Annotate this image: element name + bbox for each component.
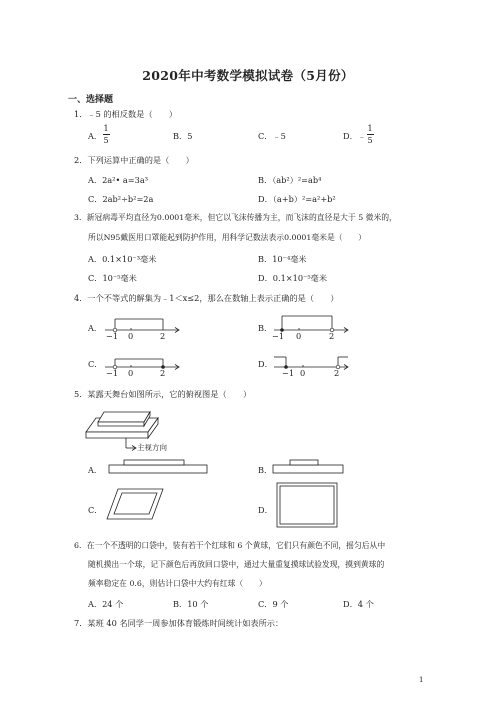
page-number: 1 xyxy=(419,676,424,684)
q4-b-tick-0: 0 xyxy=(296,331,302,341)
q4-b-tick-minus1: −1 xyxy=(272,331,285,341)
q1-d-numerator: 1 xyxy=(367,124,373,133)
page-title: 2020年中考数学模拟试卷（5月份） xyxy=(142,68,354,83)
q2-option-a: A．2a²• a=3a³ xyxy=(88,175,149,185)
q6-option-d: D．4 个 xyxy=(343,599,374,609)
q3-option-c: C．10⁻⁵毫米 xyxy=(88,273,137,283)
q3-stem-line2: 所以N95戴医用口罩能起到防护作用，用科学记数法表示0.0001毫米是（ ） xyxy=(88,233,366,242)
q2-option-b: B．（ab²）²=ab⁴ xyxy=(258,175,322,185)
q4-a-tick-minus1: −1 xyxy=(106,331,119,341)
q3-option-d: D．0.1×10⁻⁵毫米 xyxy=(258,273,328,283)
q5-option-b: B． xyxy=(258,465,273,475)
q4-stem: 4．一个不等式的解集为﹣1＜x≤2，那么在数轴上表示正确的是（ ） xyxy=(74,293,339,303)
q5-option-a: A． xyxy=(88,465,103,475)
q6-option-b: B．10 个 xyxy=(173,599,209,609)
q5-option-d: D． xyxy=(258,505,273,515)
q3-option-a: A．0.1×10⁻³毫米 xyxy=(88,254,157,264)
q5-stem: 5．某露天舞台如图所示，它的俯视图是（ ） xyxy=(74,389,252,399)
section-heading: 一、选择题 xyxy=(68,95,114,105)
q6-stem-line2: 随机摸出一个球，记下颜色后再放回口袋中，通过大量重复摸球试验发现，摸到黄球的 xyxy=(88,560,385,569)
q4-d-tick-2: 2 xyxy=(334,368,340,378)
q1-d-fraction-bar xyxy=(367,134,374,135)
q4-c-tick-2: 2 xyxy=(160,368,166,378)
q4-d-tick-minus1: −1 xyxy=(282,368,295,378)
q4-option-b: B． xyxy=(258,323,273,333)
q3-option-b: B．10⁻⁴毫米 xyxy=(258,254,307,264)
q1-option-c: C．﹣5 xyxy=(258,131,286,141)
q4-b-tick-2: 2 xyxy=(329,331,335,341)
q1-a-fraction-bar xyxy=(103,134,110,135)
q2-option-d: D．（a+b）²=a²+b² xyxy=(258,194,336,204)
q4-option-d: D． xyxy=(258,359,273,369)
q1-d-denominator: 5 xyxy=(367,136,373,145)
q5-d-drawing xyxy=(276,482,338,528)
q5-b-drawing xyxy=(272,457,347,477)
q7-stem: 7．某班 40 名同学一周参加体育锻炼时间统计如表所示： xyxy=(74,618,284,628)
q4-d-tick-0: 0 xyxy=(300,368,306,378)
q5-c-drawing xyxy=(106,487,166,523)
q1-option-b: B．5 xyxy=(173,131,193,141)
q1-stem: 1．﹣5 的相反数是（ ） xyxy=(74,109,178,119)
q3-stem-line1: 3．新冠病毒平均直径为0.0001毫米，但它以飞沫传播为主，而飞沫的直径是大于 5 微米的， xyxy=(74,213,397,222)
q5-direction-label: 主视方向 xyxy=(137,443,167,452)
q4-a-tick-2: 2 xyxy=(160,331,166,341)
q4-a-tick-0: 0 xyxy=(128,331,134,341)
q4-option-a: A． xyxy=(88,323,103,333)
q1-option-d-label: D．﹣ xyxy=(343,131,366,141)
q6-option-c: C．9 个 xyxy=(258,599,289,609)
q6-stem-line1: 6．在一个不透明的口袋中，装有若干个红球和 6 个黄球，它们只有颜色不同，摇匀后从中 xyxy=(74,541,386,550)
q5-option-c: C． xyxy=(88,505,103,515)
q4-c-tick-minus1: −1 xyxy=(106,368,119,378)
q4-c-tick-0: 0 xyxy=(128,368,134,378)
q5-a-drawing xyxy=(108,457,208,477)
q1-a-numerator: 1 xyxy=(103,124,109,133)
q1-a-denominator: 5 xyxy=(103,136,109,145)
q6-stem-line3: 频率稳定在 0.6，则估计口袋中大约有红球（ ） xyxy=(88,579,267,588)
q4-option-c: C． xyxy=(88,359,103,369)
q6-option-a: A．24 个 xyxy=(88,599,124,609)
q2-stem: 2．下列运算中正确的是（ ） xyxy=(74,155,194,165)
q1-option-a-label: A． xyxy=(88,131,103,141)
q2-option-c: C．2ab²÷b²=2a xyxy=(88,194,154,204)
